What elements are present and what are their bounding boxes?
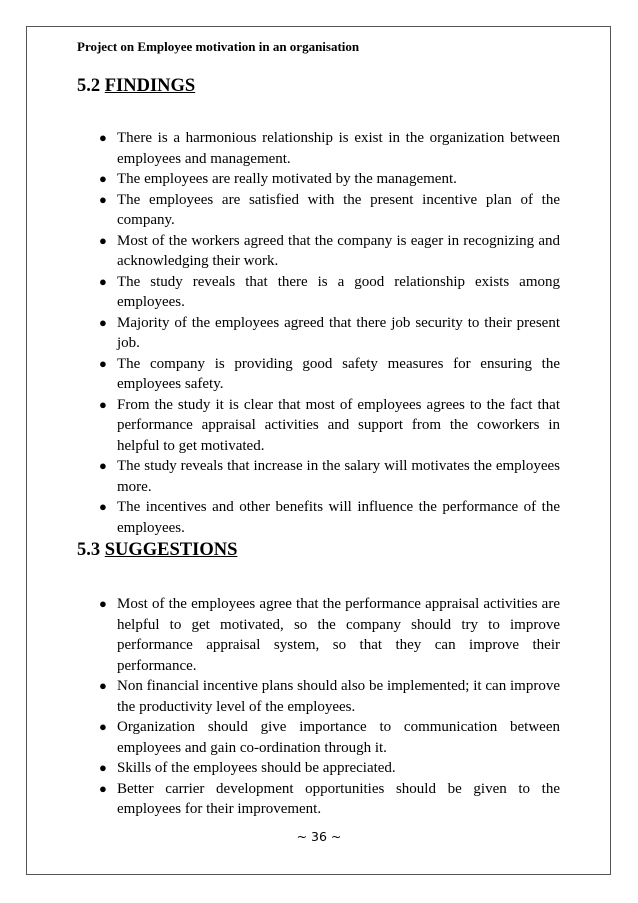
list-item bbox=[77, 313, 560, 354]
bullet-icon: ● bbox=[99, 678, 107, 693]
suggestions-section-number: 5.3 bbox=[77, 540, 101, 560]
bullet-icon: ● bbox=[99, 314, 107, 330]
bullet-icon: ● bbox=[99, 273, 107, 289]
bullet-icon: ● bbox=[99, 130, 107, 145]
list-item bbox=[77, 594, 560, 676]
list-item-text: The employees are satisfied with the present incentive plan of the company. bbox=[117, 191, 560, 228]
list-item-text: Majority of the employees agreed that there job security to their present job. bbox=[117, 314, 560, 351]
bullet-icon: ● bbox=[99, 232, 107, 248]
bullet-icon: ● bbox=[99, 760, 107, 775]
list-item bbox=[77, 169, 560, 190]
list-item-text: Better carrier development opportunities should be given to the employees for their improvement. bbox=[117, 780, 560, 817]
list-item bbox=[77, 395, 560, 457]
list-item bbox=[77, 497, 560, 538]
findings-section-number: 5.2 bbox=[77, 76, 101, 96]
list-item-text: The incentives and other benefits will influence the performance of the employees. bbox=[117, 499, 560, 536]
list-item-text: Most of the workers agreed that the company is eager in recognizing and acknowledging their work. bbox=[117, 232, 560, 269]
findings-heading bbox=[77, 76, 195, 97]
bullet-icon: ● bbox=[99, 458, 107, 473]
list-item bbox=[77, 758, 560, 779]
list-item-text: Non financial incentive plans should also be implemented; it can improve the productivity level of the employees. bbox=[117, 678, 560, 715]
list-item-text: Most of the employees agree that the performance appraisal activities are helpful to get motivated, so the company should try to improve performance appraisal system, so that they can improve their performance. bbox=[117, 596, 560, 674]
suggestions-list bbox=[77, 594, 560, 820]
bullet-icon: ● bbox=[99, 396, 107, 412]
bullet-icon: ● bbox=[99, 719, 107, 734]
list-item-text: The company is providing good safety measures for ensuring the employees safety. bbox=[117, 355, 560, 392]
document-header: Project on Employee motivation in an organisation bbox=[77, 39, 360, 54]
list-item-text: The study reveals that there is a good relationship exists among employees. bbox=[117, 273, 560, 310]
list-item bbox=[77, 272, 560, 313]
bullet-icon: ● bbox=[99, 499, 107, 514]
bullet-icon: ● bbox=[99, 596, 107, 611]
list-item-text: The employees are really motivated by the management. bbox=[117, 171, 457, 187]
list-item bbox=[77, 231, 560, 272]
list-item bbox=[77, 456, 560, 497]
list-item-text: Skills of the employees should be appreciated. bbox=[117, 760, 396, 776]
list-item bbox=[77, 128, 560, 169]
findings-list bbox=[77, 128, 560, 538]
list-item-text: There is a harmonious relationship is exist in the organization between employees and management. bbox=[117, 130, 560, 167]
list-item-text: Organization should give importance to communication between employees and gain co-ordination through it. bbox=[117, 719, 560, 756]
list-item bbox=[77, 779, 560, 820]
bullet-icon: ● bbox=[99, 355, 107, 371]
list-item bbox=[77, 190, 560, 231]
list-item-text: From the study it is clear that most of employees agrees to the fact that performance appraisal activities and support from the coworkers in helpful to get motivated. bbox=[117, 396, 560, 454]
list-item bbox=[77, 354, 560, 395]
suggestions-section-title: SUGGESTIONS bbox=[104, 540, 238, 560]
bullet-icon: ● bbox=[99, 171, 107, 186]
page-number: ~ 36 ~ bbox=[296, 829, 342, 844]
bullet-icon: ● bbox=[99, 191, 107, 207]
bullet-icon: ● bbox=[99, 780, 107, 796]
list-item-text: The study reveals that increase in the salary will motivates the employees more. bbox=[117, 458, 560, 495]
list-item bbox=[77, 676, 560, 717]
suggestions-heading bbox=[77, 540, 237, 561]
list-item bbox=[77, 717, 560, 758]
findings-section-title: FINDINGS bbox=[104, 76, 196, 96]
